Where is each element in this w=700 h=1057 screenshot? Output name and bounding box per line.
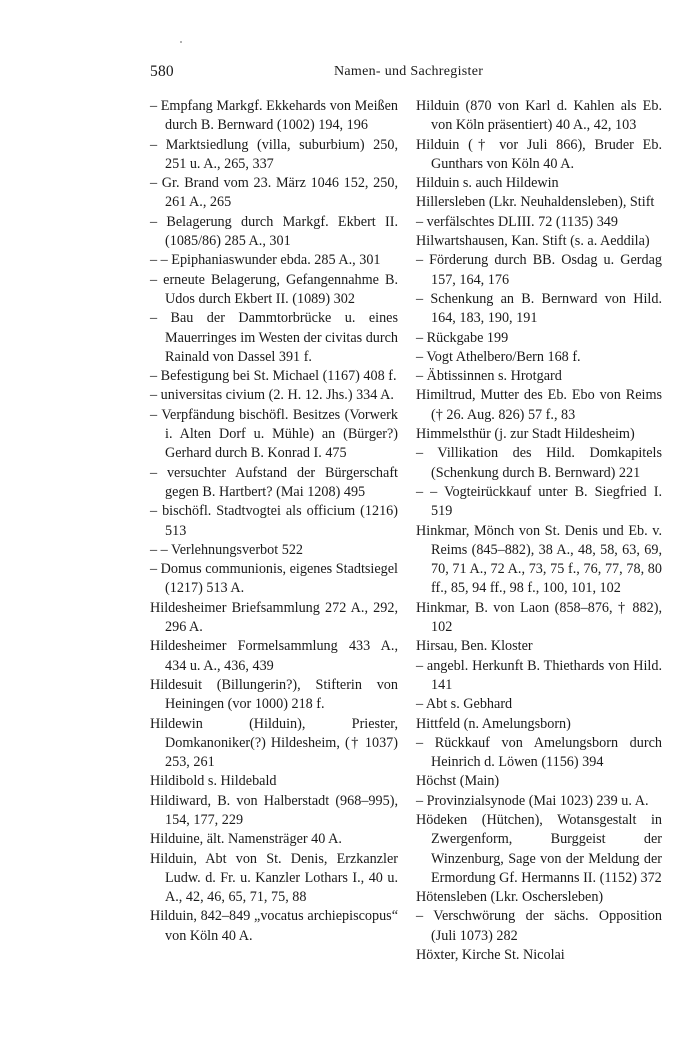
- index-entry: – Rückkauf von Amelungsborn durch Heinrich d. Löwen (1156) 394: [416, 734, 662, 771]
- index-entry: Hildibold s. Hildebald: [150, 773, 277, 790]
- index-entry: – Belagerung durch Markgf. Ekbert II. (1085/86) 285 A., 301: [150, 213, 398, 250]
- index-entry: Hilduin, Abt von St. Denis, Erzkanzler Ludw. d. Fr. u. Kanzler Lothars I., 40 u. A., 42, 46, 65, 71, 75, 88: [150, 850, 398, 906]
- index-entry: – universitas civium (2. H. 12. Jhs.) 334 A.: [150, 387, 394, 404]
- index-entry: Hittfeld (n. Amelungsborn): [416, 715, 571, 732]
- index-entry: – Schenkung an B. Bernward von Hild. 164, 183, 190, 191: [416, 290, 662, 327]
- index-entry: – verfälschtes DLIII. 72 (1135) 349: [416, 213, 618, 230]
- index-entry: – Äbtissinnen s. Hrotgard: [416, 368, 562, 385]
- index-entry: Hillersleben (Lkr. Neuhaldensleben), Stift: [416, 194, 655, 211]
- index-entry: Hilduin († vor Juli 866), Bruder Eb. Gunthars von Köln 40 A.: [416, 136, 662, 172]
- index-entry: Hilduin, 842–849 „vocatus archiepiscopus“ von Köln 40 A.: [150, 908, 398, 944]
- index-entry: – Empfang Markgf. Ekkehards von Meißen durch B. Bernward (1002) 194, 196: [150, 98, 398, 134]
- index-entry: – – Verlehnungsverbot 522: [150, 541, 304, 558]
- index-entry: Hinkmar, Mönch von St. Denis und Eb. v. Reims (845–882), 38 A., 48, 58, 63, 69, 70, 71 A., 72 A., 73, 75 f., 76, 77, 78, 80 ff., 85, 94 ff., 98 f., 100, 101, 102: [416, 522, 662, 597]
- index-entry: Hildesheimer Formelsammlung 433 A., 434 u. A., 436, 439: [150, 638, 398, 674]
- index-entry: Hinkmar, B. von Laon (858–876, † 882), 102: [416, 599, 662, 636]
- index-entry: – Befestigung bei St. Michael (1167) 408 f.: [150, 368, 397, 385]
- index-entry: Hilduin (870 von Karl d. Kahlen als Eb. von Köln präsentiert) 40 A., 42, 103: [416, 98, 662, 134]
- index-entry: Hilwartshausen, Kan. Stift (s. a. Aeddila): [416, 233, 650, 250]
- index-entry: Hödeken (Hütchen), Wotansgestalt in Zwergenform, Burggeist der Winzenburg, Sage von der Meldung der Ermordung Gf. Hermanns II. (1152) 372: [416, 811, 662, 886]
- index-entry: Himiltrud, Mutter des Eb. Ebo von Reims († 26. Aug. 826) 57 f., 83: [416, 387, 662, 423]
- index-entry: Hilduine, ält. Namensträger 40 A.: [150, 831, 342, 848]
- index-entry: Höxter, Kirche St. Nicolai: [416, 947, 565, 964]
- index-entry: – Verpfändung bischöfl. Besitzes (Vorwerk i. Alten Dorf u. Mühle) an (Bürger?) Gerhard durch B. Konrad I. 475: [150, 406, 398, 462]
- index-entry: Hildewin (Hilduin), Priester, Domkanoniker(?) Hildesheim, († 1037) 253, 261: [150, 715, 398, 771]
- index-entry: – Verschwörung der sächs. Opposition (Juli 1073) 282: [416, 908, 662, 944]
- index-entry: Hötensleben (Lkr. Oschersleben): [416, 889, 604, 906]
- index-entry: – Abt s. Gebhard: [416, 696, 513, 713]
- index-entry: Hildesuit (Billungerin?), Stifterin von Heiningen (vor 1000) 218 f.: [150, 676, 398, 713]
- index-column-left: [150, 97, 398, 946]
- index-entry: – versuchter Aufstand der Bürgerschaft gegen B. Hartbert? (Mai 1208) 495: [150, 464, 398, 500]
- index-entry: – Villikation des Hild. Domkapitels (Schenkung durch B. Bernward) 221: [416, 445, 662, 481]
- index-entry: – Provinzialsynode (Mai 1023) 239 u. A.: [416, 792, 649, 809]
- running-title: Namen- und Sachregister: [334, 64, 484, 79]
- page-number: 580: [150, 63, 174, 80]
- index-entry: – – Vogteirückkauf unter B. Siegfried I. 519: [416, 483, 662, 520]
- index-entry: Hilduin s. auch Hildewin: [416, 175, 559, 192]
- index-entry: – angebl. Herkunft B. Thiethards von Hild. 141: [416, 657, 662, 693]
- index-entry: – bischöfl. Stadtvogtei als officium (1216) 513: [150, 503, 398, 539]
- index-entry: Hirsau, Ben. Kloster: [416, 638, 533, 655]
- index-entry: – Rückgabe 199: [416, 329, 509, 346]
- index-entry: – Förderung durch BB. Osdag u. Gerdag 157, 164, 176: [416, 252, 662, 288]
- index-entry: Himmelsthür (j. zur Stadt Hildesheim): [416, 426, 635, 443]
- index-entry: – Bau der Dammtorbrücke u. eines Mauerringes im Westen der civitas durch Rainald von Dassel 391 f.: [150, 310, 399, 365]
- index-entry: Höchst (Main): [416, 773, 500, 790]
- index-entry: – Marktsiedlung (villa, suburbium) 250, 251 u. A., 265, 337: [150, 136, 398, 172]
- index-entry: – – Epiphaniaswunder ebda. 285 A., 301: [150, 252, 381, 269]
- index-entry: – Vogt Athelbero/Bern 168 f.: [416, 348, 581, 365]
- scan-speck: [180, 41, 182, 43]
- index-entry: Hildesheimer Briefsammlung 272 A., 292, 296 A.: [150, 599, 398, 636]
- index-entry: Hildiward, B. von Halberstadt (968–995), 154, 177, 229: [150, 792, 398, 828]
- index-entry: – erneute Belagerung, Gefangennahme B. Udos durch Ekbert II. (1089) 302: [150, 271, 398, 307]
- index-entry: – Domus communionis, eigenes Stadtsiegel (1217) 513 A.: [150, 561, 398, 597]
- index-column-right: [416, 97, 662, 965]
- index-entry: – Gr. Brand vom 23. März 1046 152, 250, 261 A., 265: [150, 175, 398, 211]
